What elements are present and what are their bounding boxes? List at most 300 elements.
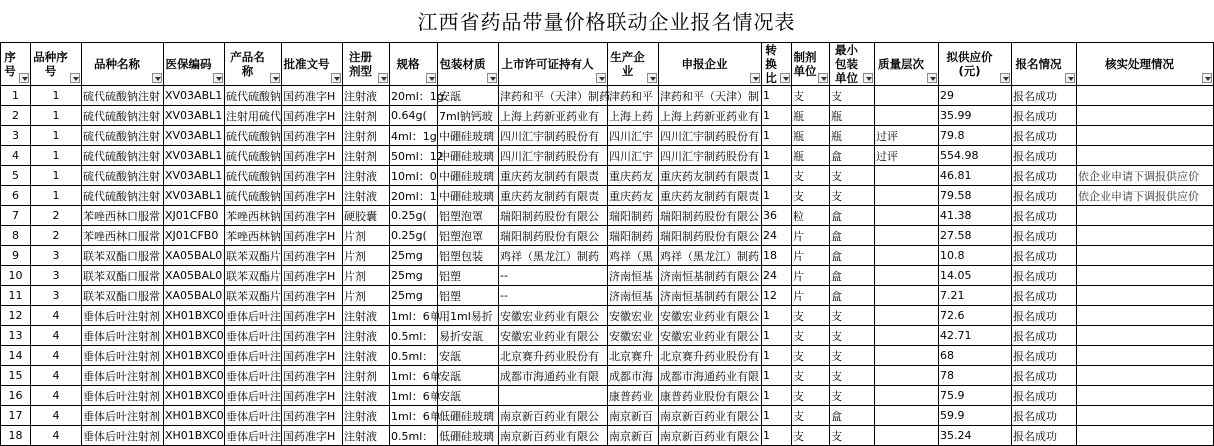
cell-product-name[interactable]: 硫代硫酸钠 — [225, 146, 282, 166]
cell-seq[interactable]: 18 — [1, 426, 31, 446]
cell-applicant[interactable]: 瑞阳制药股份有限公 — [659, 226, 762, 246]
cell-seq[interactable]: 3 — [1, 126, 31, 146]
cell-license-holder[interactable]: 安徽宏业药业有限公 — [499, 306, 608, 326]
cell-min-pack[interactable]: 盒 — [830, 226, 875, 246]
cell-quality-level[interactable] — [875, 366, 939, 386]
cell-verification[interactable] — [1077, 266, 1214, 286]
cell-seq[interactable]: 4 — [1, 146, 31, 166]
cell-verification[interactable] — [1077, 306, 1214, 326]
cell-applicant[interactable]: 上海上药新亚药业有 — [659, 106, 762, 126]
cell-license-holder[interactable]: -- — [499, 266, 608, 286]
cell-verification[interactable] — [1077, 226, 1214, 246]
cell-verification[interactable] — [1077, 426, 1214, 446]
cell-license-holder[interactable]: 瑞阳制药股份有限公 — [499, 226, 608, 246]
filter-dropdown-icon[interactable] — [378, 73, 388, 83]
cell-conversion[interactable]: 24 — [762, 266, 792, 286]
cell-min-pack[interactable]: 盒 — [830, 146, 875, 166]
cell-conversion[interactable]: 12 — [762, 286, 792, 306]
cell-conversion[interactable]: 1 — [762, 346, 792, 366]
cell-status[interactable]: 报名成功 — [1012, 426, 1077, 446]
cell-approval-no[interactable]: 国药准字H — [282, 426, 343, 446]
cell-spec[interactable]: 50ml：12 — [390, 146, 438, 166]
cell-quality-level[interactable] — [875, 166, 939, 186]
cell-conversion[interactable]: 36 — [762, 206, 792, 226]
cell-insurance-code[interactable]: XJ01CFB0 — [164, 226, 225, 246]
cell-seq[interactable]: 1 — [1, 86, 31, 106]
cell-price[interactable]: 554.98 — [939, 146, 1012, 166]
cell-approval-no[interactable]: 国药准字H — [282, 86, 343, 106]
cell-seq[interactable]: 16 — [1, 386, 31, 406]
cell-license-holder[interactable]: 重庆药友制药有限责 — [499, 166, 608, 186]
cell-insurance-code[interactable]: XH01BXC0 — [164, 406, 225, 426]
cell-unit[interactable]: 瓶 — [792, 126, 830, 146]
cell-applicant[interactable]: 南京新百药业有限公 — [659, 426, 762, 446]
cell-packaging[interactable]: 安瓿 — [438, 86, 499, 106]
cell-variety-name[interactable]: 垂体后叶注射剂 — [82, 326, 164, 346]
cell-variety-seq[interactable]: 4 — [31, 306, 82, 326]
filter-dropdown-icon[interactable] — [863, 73, 873, 83]
cell-packaging[interactable]: 用1ml易折 — [438, 306, 499, 326]
cell-manufacturer[interactable]: 济南恒基 — [608, 286, 659, 306]
cell-seq[interactable]: 10 — [1, 266, 31, 286]
cell-applicant[interactable]: 四川汇宇制药股份有 — [659, 146, 762, 166]
cell-approval-no[interactable]: 国药准字H — [282, 366, 343, 386]
cell-min-pack[interactable]: 支 — [830, 326, 875, 346]
cell-conversion[interactable]: 1 — [762, 426, 792, 446]
cell-dosage-form[interactable]: 注射液 — [343, 166, 390, 186]
cell-manufacturer[interactable]: 安徽宏业 — [608, 326, 659, 346]
cell-spec[interactable]: 25mg — [390, 246, 438, 266]
cell-unit[interactable]: 瓶 — [792, 146, 830, 166]
cell-dosage-form[interactable]: 片剂 — [343, 266, 390, 286]
cell-packaging[interactable]: 中硼硅玻璃 — [438, 166, 499, 186]
cell-manufacturer[interactable]: 四川汇宇 — [608, 126, 659, 146]
cell-verification[interactable] — [1077, 86, 1214, 106]
cell-dosage-form[interactable]: 硬胶囊 — [343, 206, 390, 226]
cell-insurance-code[interactable]: XV03ABL1 — [164, 126, 225, 146]
cell-dosage-form[interactable]: 注射液 — [343, 326, 390, 346]
cell-variety-seq[interactable]: 1 — [31, 106, 82, 126]
cell-price[interactable]: 78 — [939, 366, 1012, 386]
cell-applicant[interactable]: 重庆药友制药有限责 — [659, 186, 762, 206]
cell-verification[interactable] — [1077, 406, 1214, 426]
cell-license-holder[interactable]: 成都市海通药业有限 — [499, 366, 608, 386]
cell-product-name[interactable]: 垂体后叶注 — [225, 366, 282, 386]
cell-variety-seq[interactable]: 4 — [31, 426, 82, 446]
cell-price[interactable]: 79.8 — [939, 126, 1012, 146]
cell-status[interactable]: 报名成功 — [1012, 246, 1077, 266]
cell-product-name[interactable]: 联苯双酯片 — [225, 286, 282, 306]
cell-variety-seq[interactable]: 1 — [31, 146, 82, 166]
filter-dropdown-icon[interactable] — [426, 73, 436, 83]
cell-manufacturer[interactable]: 北京赛升 — [608, 346, 659, 366]
cell-manufacturer[interactable]: 南京新百 — [608, 406, 659, 426]
cell-quality-level[interactable]: 过评 — [875, 126, 939, 146]
cell-packaging[interactable]: 中硼硅玻璃 — [438, 146, 499, 166]
cell-spec[interactable]: 25mg — [390, 286, 438, 306]
cell-applicant[interactable]: 重庆药友制药有限责 — [659, 166, 762, 186]
cell-variety-name[interactable]: 苯唑西林口服常 — [82, 226, 164, 246]
cell-unit[interactable]: 支 — [792, 406, 830, 426]
cell-insurance-code[interactable]: XH01BXC0 — [164, 386, 225, 406]
cell-approval-no[interactable]: 国药准字H — [282, 306, 343, 326]
cell-unit[interactable]: 支 — [792, 426, 830, 446]
cell-packaging[interactable]: 低硼硅玻璃 — [438, 426, 499, 446]
cell-status[interactable]: 报名成功 — [1012, 306, 1077, 326]
cell-variety-name[interactable]: 联苯双酯口服常 — [82, 266, 164, 286]
filter-dropdown-icon[interactable] — [487, 73, 497, 83]
cell-applicant[interactable]: 济南恒基制药有限公 — [659, 286, 762, 306]
cell-manufacturer[interactable]: 瑞阳制药 — [608, 206, 659, 226]
cell-spec[interactable]: 0.25g( — [390, 226, 438, 246]
cell-product-name[interactable]: 垂体后叶注 — [225, 326, 282, 346]
cell-packaging[interactable]: 铝塑泡罩 — [438, 226, 499, 246]
cell-min-pack[interactable]: 盒 — [830, 266, 875, 286]
cell-packaging[interactable]: 铝塑 — [438, 286, 499, 306]
cell-conversion[interactable]: 1 — [762, 126, 792, 146]
cell-variety-seq[interactable]: 4 — [31, 406, 82, 426]
cell-manufacturer[interactable]: 康普药业 — [608, 386, 659, 406]
cell-conversion[interactable]: 1 — [762, 366, 792, 386]
cell-dosage-form[interactable]: 注射液 — [343, 346, 390, 366]
cell-status[interactable]: 报名成功 — [1012, 86, 1077, 106]
cell-product-name[interactable]: 注射用硫代 — [225, 106, 282, 126]
cell-license-holder[interactable]: 南京新百药业有限公 — [499, 406, 608, 426]
cell-product-name[interactable]: 苯唑西林钠 — [225, 206, 282, 226]
cell-product-name[interactable]: 垂体后叶注 — [225, 386, 282, 406]
cell-price[interactable]: 41.38 — [939, 206, 1012, 226]
cell-dosage-form[interactable]: 注射剂 — [343, 366, 390, 386]
filter-dropdown-icon[interactable] — [331, 73, 341, 83]
cell-variety-name[interactable]: 垂体后叶注射剂 — [82, 346, 164, 366]
cell-dosage-form[interactable]: 注射剂 — [343, 106, 390, 126]
cell-quality-level[interactable] — [875, 246, 939, 266]
cell-variety-seq[interactable]: 3 — [31, 266, 82, 286]
cell-product-name[interactable]: 硫代硫酸钠 — [225, 126, 282, 146]
cell-conversion[interactable]: 1 — [762, 106, 792, 126]
cell-product-name[interactable]: 硫代硫酸钠 — [225, 166, 282, 186]
cell-manufacturer[interactable]: 南京新百 — [608, 426, 659, 446]
cell-verification[interactable] — [1077, 326, 1214, 346]
cell-packaging[interactable]: 低硼硅玻璃 — [438, 406, 499, 426]
cell-manufacturer[interactable]: 津药和平 — [608, 86, 659, 106]
cell-approval-no[interactable]: 国药准字H — [282, 406, 343, 426]
cell-insurance-code[interactable]: XV03ABL1 — [164, 86, 225, 106]
cell-min-pack[interactable]: 支 — [830, 386, 875, 406]
cell-quality-level[interactable] — [875, 426, 939, 446]
cell-spec[interactable]: 0.64g( — [390, 106, 438, 126]
cell-verification[interactable] — [1077, 206, 1214, 226]
cell-packaging[interactable]: 安瓿 — [438, 386, 499, 406]
cell-variety-name[interactable]: 联苯双酯口服常 — [82, 246, 164, 266]
cell-min-pack[interactable]: 支 — [830, 186, 875, 206]
cell-variety-name[interactable]: 联苯双酯口服常 — [82, 286, 164, 306]
cell-applicant[interactable]: 瑞阳制药股份有限公 — [659, 206, 762, 226]
cell-license-holder[interactable]: 上海上药新亚药业有 — [499, 106, 608, 126]
cell-spec[interactable]: 20ml：1 — [390, 186, 438, 206]
cell-product-name[interactable]: 硫代硫酸钠 — [225, 86, 282, 106]
cell-variety-seq[interactable]: 2 — [31, 226, 82, 246]
cell-license-holder[interactable]: 重庆药友制药有限责 — [499, 186, 608, 206]
cell-conversion[interactable]: 1 — [762, 406, 792, 426]
filter-dropdown-icon[interactable] — [780, 73, 790, 83]
cell-packaging[interactable]: 铝塑泡罩 — [438, 206, 499, 226]
cell-spec[interactable]: 1ml：6单 — [390, 306, 438, 326]
cell-manufacturer[interactable]: 鸡祥（黑 — [608, 246, 659, 266]
cell-license-holder[interactable]: 瑞阳制药股份有限公 — [499, 206, 608, 226]
cell-insurance-code[interactable]: XH01BXC0 — [164, 326, 225, 346]
cell-unit[interactable]: 粒 — [792, 206, 830, 226]
cell-product-name[interactable]: 垂体后叶注 — [225, 426, 282, 446]
cell-insurance-code[interactable]: XV03ABL1 — [164, 166, 225, 186]
cell-insurance-code[interactable]: XH01BXC0 — [164, 366, 225, 386]
cell-price[interactable]: 10.8 — [939, 246, 1012, 266]
cell-insurance-code[interactable]: XA05BAL0 — [164, 266, 225, 286]
cell-conversion[interactable]: 1 — [762, 146, 792, 166]
cell-unit[interactable]: 片 — [792, 226, 830, 246]
cell-manufacturer[interactable]: 四川汇宇 — [608, 146, 659, 166]
cell-status[interactable]: 报名成功 — [1012, 126, 1077, 146]
cell-verification[interactable] — [1077, 126, 1214, 146]
cell-price[interactable]: 27.58 — [939, 226, 1012, 246]
cell-price[interactable]: 75.9 — [939, 386, 1012, 406]
cell-applicant[interactable]: 津药和平（天津）制 — [659, 86, 762, 106]
cell-insurance-code[interactable]: XV03ABL1 — [164, 146, 225, 166]
cell-variety-seq[interactable]: 3 — [31, 246, 82, 266]
cell-verification[interactable] — [1077, 146, 1214, 166]
cell-variety-name[interactable]: 硫代硫酸钠注射 — [82, 86, 164, 106]
cell-dosage-form[interactable]: 注射剂 — [343, 146, 390, 166]
cell-conversion[interactable]: 1 — [762, 306, 792, 326]
cell-approval-no[interactable]: 国药准字H — [282, 126, 343, 146]
cell-dosage-form[interactable]: 注射液 — [343, 186, 390, 206]
cell-approval-no[interactable]: 国药准字H — [282, 286, 343, 306]
cell-unit[interactable]: 支 — [792, 366, 830, 386]
cell-approval-no[interactable]: 国药准字H — [282, 166, 343, 186]
cell-dosage-form[interactable]: 注射液 — [343, 406, 390, 426]
cell-dosage-form[interactable]: 片剂 — [343, 286, 390, 306]
cell-product-name[interactable]: 垂体后叶注 — [225, 346, 282, 366]
cell-seq[interactable]: 11 — [1, 286, 31, 306]
cell-status[interactable]: 报名成功 — [1012, 146, 1077, 166]
cell-verification[interactable] — [1077, 286, 1214, 306]
cell-variety-seq[interactable]: 4 — [31, 386, 82, 406]
cell-unit[interactable]: 支 — [792, 86, 830, 106]
cell-quality-level[interactable]: 过评 — [875, 146, 939, 166]
cell-dosage-form[interactable]: 片剂 — [343, 226, 390, 246]
cell-spec[interactable]: 20ml：1g — [390, 86, 438, 106]
cell-spec[interactable]: 1ml：6单 — [390, 386, 438, 406]
cell-price[interactable]: 35.99 — [939, 106, 1012, 126]
cell-unit[interactable]: 瓶 — [792, 106, 830, 126]
cell-min-pack[interactable]: 盒 — [830, 406, 875, 426]
cell-variety-seq[interactable]: 4 — [31, 346, 82, 366]
cell-manufacturer[interactable]: 瑞阳制药 — [608, 226, 659, 246]
cell-status[interactable]: 报名成功 — [1012, 406, 1077, 426]
cell-status[interactable]: 报名成功 — [1012, 266, 1077, 286]
cell-applicant[interactable]: 北京赛升药业股份有 — [659, 346, 762, 366]
cell-verification[interactable] — [1077, 366, 1214, 386]
cell-variety-seq[interactable]: 1 — [31, 86, 82, 106]
cell-license-holder[interactable]: 鸡祥（黑龙江）制药 — [499, 246, 608, 266]
cell-spec[interactable]: 1ml：6单 — [390, 406, 438, 426]
cell-variety-name[interactable]: 硫代硫酸钠注射 — [82, 146, 164, 166]
cell-unit[interactable]: 支 — [792, 186, 830, 206]
cell-verification[interactable]: 依企业申请下调报供应价 — [1077, 166, 1214, 186]
cell-seq[interactable]: 2 — [1, 106, 31, 126]
cell-quality-level[interactable] — [875, 106, 939, 126]
cell-license-holder[interactable]: 四川汇宇制药股份有 — [499, 146, 608, 166]
cell-seq[interactable]: 13 — [1, 326, 31, 346]
cell-insurance-code[interactable]: XA05BAL0 — [164, 246, 225, 266]
cell-status[interactable]: 报名成功 — [1012, 166, 1077, 186]
filter-dropdown-icon[interactable] — [927, 73, 937, 83]
cell-variety-name[interactable]: 硫代硫酸钠注射 — [82, 126, 164, 146]
cell-product-name[interactable]: 联苯双酯片 — [225, 266, 282, 286]
cell-status[interactable]: 报名成功 — [1012, 206, 1077, 226]
cell-unit[interactable]: 片 — [792, 286, 830, 306]
cell-status[interactable]: 报名成功 — [1012, 346, 1077, 366]
cell-unit[interactable]: 片 — [792, 266, 830, 286]
cell-min-pack[interactable]: 支 — [830, 426, 875, 446]
filter-dropdown-icon[interactable] — [818, 73, 828, 83]
cell-seq[interactable]: 17 — [1, 406, 31, 426]
cell-price[interactable]: 72.6 — [939, 306, 1012, 326]
cell-min-pack[interactable]: 支 — [830, 346, 875, 366]
cell-dosage-form[interactable]: 片剂 — [343, 246, 390, 266]
cell-status[interactable]: 报名成功 — [1012, 366, 1077, 386]
cell-variety-name[interactable]: 垂体后叶注射剂 — [82, 306, 164, 326]
cell-min-pack[interactable]: 支 — [830, 306, 875, 326]
cell-applicant[interactable]: 安徽宏业药业有限公 — [659, 306, 762, 326]
cell-quality-level[interactable] — [875, 286, 939, 306]
cell-manufacturer[interactable]: 成都市海 — [608, 366, 659, 386]
cell-price[interactable]: 14.05 — [939, 266, 1012, 286]
cell-insurance-code[interactable]: XH01BXC0 — [164, 346, 225, 366]
cell-price[interactable]: 59.9 — [939, 406, 1012, 426]
cell-insurance-code[interactable]: XH01BXC0 — [164, 306, 225, 326]
cell-applicant[interactable]: 济南恒基制药有限公 — [659, 266, 762, 286]
cell-applicant[interactable]: 成都市海通药业有限 — [659, 366, 762, 386]
cell-insurance-code[interactable]: XV03ABL1 — [164, 106, 225, 126]
cell-approval-no[interactable]: 国药准字H — [282, 106, 343, 126]
cell-approval-no[interactable]: 国药准字H — [282, 386, 343, 406]
cell-packaging[interactable]: 中硼硅玻璃 — [438, 126, 499, 146]
cell-price[interactable]: 35.24 — [939, 426, 1012, 446]
cell-price[interactable]: 46.81 — [939, 166, 1012, 186]
cell-quality-level[interactable] — [875, 386, 939, 406]
cell-variety-name[interactable]: 硫代硫酸钠注射 — [82, 166, 164, 186]
cell-min-pack[interactable]: 盒 — [830, 286, 875, 306]
cell-variety-name[interactable]: 苯唑西林口服常 — [82, 206, 164, 226]
cell-seq[interactable]: 12 — [1, 306, 31, 326]
cell-spec[interactable]: 4ml：1g — [390, 126, 438, 146]
cell-conversion[interactable]: 1 — [762, 86, 792, 106]
cell-verification[interactable] — [1077, 386, 1214, 406]
cell-seq[interactable]: 5 — [1, 166, 31, 186]
cell-status[interactable]: 报名成功 — [1012, 186, 1077, 206]
cell-quality-level[interactable] — [875, 266, 939, 286]
cell-conversion[interactable]: 1 — [762, 386, 792, 406]
cell-price[interactable]: 68 — [939, 346, 1012, 366]
cell-applicant[interactable]: 四川汇宇制药股份有 — [659, 126, 762, 146]
cell-conversion[interactable]: 18 — [762, 246, 792, 266]
cell-applicant[interactable]: 鸡祥（黑龙江）制药 — [659, 246, 762, 266]
cell-product-name[interactable]: 硫代硫酸钠 — [225, 186, 282, 206]
cell-verification[interactable] — [1077, 346, 1214, 366]
cell-license-holder[interactable]: 四川汇宇制药股份有 — [499, 126, 608, 146]
cell-min-pack[interactable]: 支 — [830, 86, 875, 106]
cell-spec[interactable]: 10ml：0 — [390, 166, 438, 186]
cell-approval-no[interactable]: 国药准字H — [282, 186, 343, 206]
cell-quality-level[interactable] — [875, 226, 939, 246]
cell-license-holder[interactable]: 津药和平（天津）制药 — [499, 86, 608, 106]
filter-dropdown-icon[interactable] — [270, 73, 280, 83]
cell-insurance-code[interactable]: XA05BAL0 — [164, 286, 225, 306]
cell-spec[interactable]: 0.5ml： — [390, 346, 438, 366]
filter-dropdown-icon[interactable] — [596, 73, 606, 83]
cell-variety-seq[interactable]: 4 — [31, 366, 82, 386]
cell-spec[interactable]: 0.25g( — [390, 206, 438, 226]
cell-seq[interactable]: 14 — [1, 346, 31, 366]
cell-quality-level[interactable] — [875, 406, 939, 426]
cell-manufacturer[interactable]: 重庆药友 — [608, 186, 659, 206]
cell-packaging[interactable]: 铝塑 — [438, 266, 499, 286]
cell-packaging[interactable]: 安瓿 — [438, 346, 499, 366]
cell-min-pack[interactable]: 盒 — [830, 246, 875, 266]
cell-variety-seq[interactable]: 2 — [31, 206, 82, 226]
cell-dosage-form[interactable]: 注射液 — [343, 386, 390, 406]
cell-approval-no[interactable]: 国药准字H — [282, 206, 343, 226]
cell-verification[interactable] — [1077, 106, 1214, 126]
cell-unit[interactable]: 支 — [792, 346, 830, 366]
cell-product-name[interactable]: 联苯双酯片 — [225, 246, 282, 266]
cell-unit[interactable]: 支 — [792, 326, 830, 346]
cell-approval-no[interactable]: 国药准字H — [282, 226, 343, 246]
cell-status[interactable]: 报名成功 — [1012, 386, 1077, 406]
cell-seq[interactable]: 6 — [1, 186, 31, 206]
cell-packaging[interactable]: 中硼硅玻璃 — [438, 186, 499, 206]
cell-price[interactable]: 42.71 — [939, 326, 1012, 346]
cell-seq[interactable]: 7 — [1, 206, 31, 226]
cell-min-pack[interactable]: 支 — [830, 366, 875, 386]
cell-spec[interactable]: 0.5ml： — [390, 326, 438, 346]
filter-dropdown-icon[interactable] — [1202, 73, 1212, 83]
cell-approval-no[interactable]: 国药准字H — [282, 346, 343, 366]
cell-spec[interactable]: 1ml：6单 — [390, 366, 438, 386]
cell-variety-name[interactable]: 垂体后叶注射剂 — [82, 386, 164, 406]
cell-approval-no[interactable]: 国药准字H — [282, 326, 343, 346]
filter-dropdown-icon[interactable] — [750, 73, 760, 83]
cell-status[interactable]: 报名成功 — [1012, 106, 1077, 126]
filter-dropdown-icon[interactable] — [152, 73, 162, 83]
cell-price[interactable]: 7.21 — [939, 286, 1012, 306]
cell-approval-no[interactable]: 国药准字H — [282, 146, 343, 166]
cell-variety-name[interactable]: 垂体后叶注射剂 — [82, 406, 164, 426]
cell-dosage-form[interactable]: 注射液 — [343, 86, 390, 106]
cell-license-holder[interactable] — [499, 386, 608, 406]
cell-quality-level[interactable] — [875, 306, 939, 326]
cell-seq[interactable]: 9 — [1, 246, 31, 266]
cell-manufacturer[interactable]: 重庆药友 — [608, 166, 659, 186]
cell-spec[interactable]: 25mg — [390, 266, 438, 286]
cell-packaging[interactable]: 安瓿 — [438, 366, 499, 386]
cell-spec[interactable]: 0.5ml： — [390, 426, 438, 446]
cell-product-name[interactable]: 苯唑西林钠 — [225, 226, 282, 246]
cell-license-holder[interactable]: 安徽宏业药业有限公 — [499, 326, 608, 346]
cell-status[interactable]: 报名成功 — [1012, 226, 1077, 246]
cell-dosage-form[interactable]: 注射液 — [343, 426, 390, 446]
